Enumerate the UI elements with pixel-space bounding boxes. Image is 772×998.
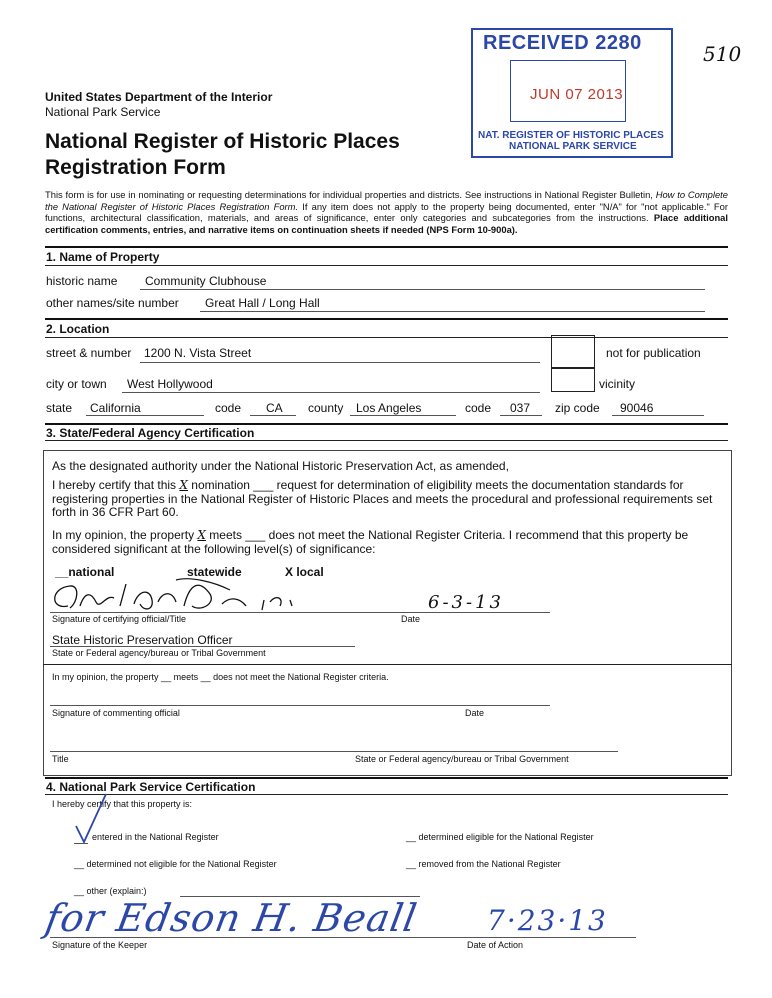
county-value[interactable]: Los Angeles — [356, 401, 422, 415]
county-code-label: code — [465, 401, 492, 415]
received-stamp — [471, 28, 673, 158]
certification-signed-date: 6-3-13 — [428, 592, 504, 613]
form-title-line1: National Register of Historic Places — [45, 130, 400, 153]
stamp-line2: NATIONAL PARK SERVICE — [509, 141, 637, 152]
section2-heading: 2. Location — [46, 322, 110, 336]
state-value[interactable]: California — [90, 401, 141, 415]
historic-name-value[interactable]: Community Clubhouse — [145, 274, 267, 288]
form-instructions: This form is for use in nominating or requesting determinations for individual properties and districts. See instructions in National Register Bulletin, How to Complete the National Register of Historic Places Registration Form. If any item does not apply to the property being documented, enter "N/A" for "not applicable." For functions, architectural classification, materials, and areas of significance, enter only categories and subcategories from the instructions. Place additional certification comments, entries, and narrative items on continuation sheets if needed (NPS Form 10-900a). — [45, 189, 729, 235]
stamp-received: RECEIVED 2280 — [483, 32, 642, 54]
action-date: 7·23·13 — [487, 904, 608, 937]
county-code-value[interactable]: 037 — [510, 401, 531, 415]
stamp-date: JUN 07 2013 — [530, 86, 624, 103]
level-national[interactable]: __national — [55, 565, 115, 579]
section4-heading: 4. National Park Service Certification — [46, 780, 256, 794]
state-label: state — [46, 401, 73, 415]
zip-label: zip code — [555, 401, 600, 415]
option-entered[interactable]: entered in the National Register — [92, 832, 219, 842]
certifying-date-label: Date — [401, 614, 421, 624]
certifying-agency-label: State or Federal agency/bureau or Tribal Government — [52, 648, 266, 658]
service: National Park Service — [45, 105, 161, 119]
not-for-publication-checkbox[interactable] — [551, 335, 595, 369]
option-determined-eligible[interactable]: __ determined eligible for the National Register — [406, 832, 594, 842]
commenting-signature-label: Signature of commenting official — [52, 708, 180, 718]
section1-heading: 1. Name of Property — [46, 250, 160, 264]
official-title: State Historic Preservation Officer — [52, 633, 233, 647]
stamp-date-box — [510, 60, 626, 122]
comment-opinion: In my opinion, the property __ meets __ does not meet the National Register criteria. — [52, 672, 389, 682]
historic-name-label: historic name — [46, 274, 118, 288]
keeper-signature-label: Signature of the Keeper — [52, 940, 148, 950]
keeper-signature: for Edson H. Beall — [42, 896, 421, 940]
opinion-statement: In my opinion, the property X meets ___ does not meet the National Register Criteria. I recommend that this property be considered significant at the following level(s) of significance: — [52, 528, 689, 556]
option-determined-not-eligible[interactable]: __ determined not eligible for the National Register — [74, 859, 277, 869]
authority-statement: As the designated authority under the National Historic Preservation Act, as amended, — [52, 459, 509, 473]
other-names-label: other names/site number — [46, 296, 179, 310]
certify-statement: I hereby certify that this X nomination ___ request for determination of eligibility meets the documentation standards for registering properties in the National Register of Historic Places and meets the procedural and professional requirements set forth in 36 CFR Part 60. — [52, 478, 713, 519]
option-other[interactable]: __ other (explain:) — [74, 886, 147, 896]
commenting-title-label: Title — [52, 754, 69, 764]
other-names-value[interactable]: Great Hall / Long Hall — [205, 296, 320, 310]
not-for-publication-label: not for publication — [606, 346, 701, 360]
action-date-label: Date of Action — [467, 940, 524, 950]
street-value[interactable]: 1200 N. Vista Street — [144, 346, 252, 360]
level-statewide[interactable]: statewide — [187, 565, 242, 579]
option-removed[interactable]: __ removed from the National Register — [406, 859, 561, 869]
state-code-value[interactable]: CA — [266, 401, 283, 415]
street-label: street & number — [46, 346, 132, 360]
county-label: county — [308, 401, 344, 415]
section3-heading: 3. State/Federal Agency Certification — [46, 426, 255, 440]
city-label: city or town — [46, 377, 107, 391]
corner-number: 510 — [703, 42, 742, 66]
nps-certify-statement: I hereby certify that this property is: — [52, 799, 193, 809]
certifying-signature-label: Signature of certifying official/Title — [52, 614, 187, 624]
level-local[interactable]: X local — [285, 565, 324, 579]
department: United States Department of the Interior — [45, 90, 273, 104]
stamp-line1: NAT. REGISTER OF HISTORIC PLACES — [478, 130, 664, 141]
city-value[interactable]: West Hollywood — [127, 377, 213, 391]
form-title-line2: Registration Form — [45, 156, 226, 179]
commenting-date-label: Date — [465, 708, 485, 718]
commenting-agency-label: State or Federal agency/bureau or Tribal Government — [355, 754, 569, 764]
vicinity-label: vicinity — [599, 377, 636, 391]
vicinity-checkbox[interactable] — [551, 367, 595, 392]
state-code-label: code — [215, 401, 242, 415]
zip-value[interactable]: 90046 — [620, 401, 654, 415]
